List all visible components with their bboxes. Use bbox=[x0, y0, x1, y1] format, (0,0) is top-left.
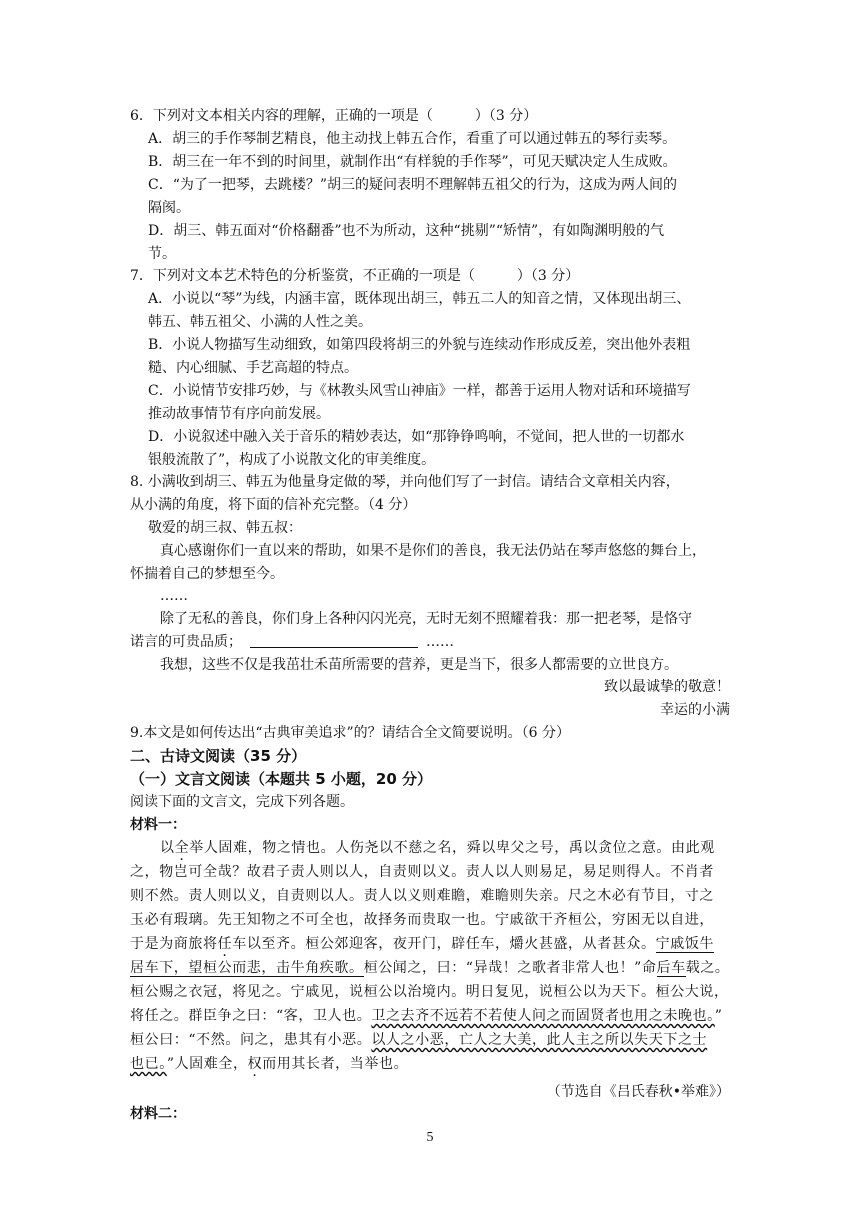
q6-option-c: C．“为了一把琴，去跳楼？”胡三的疑问表明不理解韩五祖父的行为，这成为两人间的 bbox=[148, 177, 678, 193]
dotted-word: 权 bbox=[247, 1056, 263, 1072]
text-segment: 载之。 bbox=[685, 960, 730, 976]
text-segment: 而用其长者，当举也。 bbox=[262, 1056, 409, 1072]
letter-greeting: 敬爱的胡三叔、韩五叔： bbox=[148, 520, 302, 536]
classical-text-line: 桓公赐之衣冠，将见之。宁戚见，说桓公以治境内。明日复见，说桓公以为天下。桓公大说， bbox=[130, 984, 729, 1000]
classical-text-line bbox=[160, 838, 715, 858]
text-segment: 桓公曰：“不然。问之，患其有小恶。 bbox=[130, 1032, 372, 1048]
classical-text-line: 之，物岂可全哉？故君子责人则以人，自责则以义。责人以人则易足，易足则得人。不肖者 bbox=[130, 864, 714, 880]
text-segment: 于是为商旅将 bbox=[130, 936, 218, 952]
reading-instruction: 阅读下面的文言文，完成下列各题。 bbox=[130, 794, 354, 810]
classical-text-line bbox=[130, 1054, 408, 1074]
q9-stem: 9.本文是如何传达出“古典审美追求”的？请结合全文简要说明。（6 分） bbox=[130, 725, 571, 741]
dotted-word: 全 bbox=[174, 840, 190, 856]
q7-option-c: C．小说情节安排巧妙，与《林教头风雪山神庙》一样，都善于运用人物对话和环境描写 bbox=[148, 383, 691, 399]
classical-text-line bbox=[130, 1006, 723, 1026]
wavy-underlined-sentence: 也已。 bbox=[130, 1056, 167, 1072]
q6-option-c-cont: 隔阂。 bbox=[148, 200, 190, 216]
dotted-word: 任 bbox=[217, 936, 233, 952]
q7-option-d: D．小说叙述中融入关于音乐的精妙表达，如“那铮铮鸣响，不觉间，把人世的一切都水 bbox=[148, 429, 685, 445]
underlined-word: 后车 bbox=[656, 960, 686, 976]
q7-option-b-cont: 糙、内心细腻、手艺高超的特点。 bbox=[148, 360, 358, 376]
classical-text-line bbox=[130, 934, 714, 954]
letter-paragraph-2-cont bbox=[130, 632, 454, 652]
q7-stem: 7．下列对文本艺术特色的分析鉴赏，不正确的一项是（ ）（3 分） bbox=[130, 268, 580, 284]
letter-ellipsis: …… bbox=[160, 588, 188, 604]
q8-stem: 8. 小满收到胡三、韩五为他量身定做的琴，并向他们写了一封信。请结合文章相关内容， bbox=[130, 474, 680, 490]
source-citation: （节选自《吕氏春秋•举难》） bbox=[546, 1084, 730, 1100]
q8-stem-cont: 从小满的角度，将下面的信补充完整。（4 分） bbox=[130, 497, 417, 513]
letter-paragraph-1: 真心感谢你们一直以来的帮助，如果不是你们的善良，我无法仍站在琴声悠悠的舞台上， bbox=[160, 543, 706, 559]
letter-paragraph-2-tail: …… bbox=[426, 634, 454, 650]
q6-option-b: B．胡三在一年不到的时间里，就制作出“有样貌的手作琴”，可见天赋决定人生成败。 bbox=[148, 154, 677, 170]
subsection-heading: （一）文言文阅读（本题共 5 小题，20 分） bbox=[130, 770, 432, 788]
letter-signature: 幸运的小满 bbox=[660, 702, 730, 718]
wavy-underlined-sentence: 以人之小恶，亡人之大美，此人主之所以失天下之士 bbox=[371, 1032, 708, 1048]
letter-paragraph-1-cont: 怀揣着自己的梦想至今。 bbox=[130, 566, 284, 582]
answer-blank[interactable] bbox=[250, 633, 418, 648]
text-segment: 将任之。群臣争之曰：“客，卫人也。 bbox=[130, 1008, 372, 1024]
text-segment: 以 bbox=[160, 840, 175, 856]
letter-paragraph-2-text: 诺言的可贵品质； bbox=[130, 634, 242, 650]
q7-option-b: B．小说人物描写生动细致，如第四段将胡三的外貌与连续动作形成反差，突出他外表粗 bbox=[148, 337, 691, 353]
q6-option-d: D．胡三、韩五面对“价格翻番”也不为所动，这种“挑剔”“矫情”，有如陶渊明般的气 bbox=[148, 223, 665, 239]
text-segment: 桓公闻之，曰：“异哉！之歌者非常人也！”命 bbox=[363, 960, 657, 976]
material-one-label: 材料一： bbox=[130, 817, 186, 833]
q7-option-a: A．小说以“琴”为线，内涵丰富，既体现出胡三，韩五二人的知音之情，又体现出胡三、 bbox=[148, 291, 691, 307]
text-segment: 举人固难，物之情也。人伤尧以不慈之名，舜以卑父之号，禹以贪位之意。由此观 bbox=[189, 840, 715, 856]
page-number: 5 bbox=[426, 1130, 434, 1145]
q6-option-d-cont: 节。 bbox=[148, 246, 176, 262]
letter-paragraph-3: 我想，这些不仅是我茁壮禾苗所需要的营养，更是当下，很多人都需要的立世良方。 bbox=[160, 657, 678, 673]
letter-closing: 致以最诚挚的敬意！ bbox=[604, 679, 730, 695]
classical-text-line bbox=[130, 1030, 707, 1050]
underlined-sentence: 宁戚饭牛 bbox=[655, 936, 715, 952]
material-two-label: 材料二： bbox=[130, 1106, 186, 1122]
q7-option-a-cont: 韩五、韩五祖父、小满的人性之美。 bbox=[148, 314, 372, 330]
q7-option-c-cont: 推动故事情节有序向前发展。 bbox=[148, 406, 330, 422]
q7-option-d-cont: 银般流散了”，构成了小说散文化的审美维度。 bbox=[148, 452, 436, 468]
classical-text-line: 玉必有瑕璃。先王知物之不可全也，故择务而贵取一也。宁戚欲干齐桓公，穷困无以自进， bbox=[130, 912, 714, 928]
q6-option-a: A．胡三的手作琴制艺精良，他主动找上韩五合作，看重了可以通过韩五的琴行卖琴。 bbox=[148, 131, 677, 147]
q6-stem: 6．下列对文本相关内容的理解，正确的一项是（ ）（3 分） bbox=[130, 108, 538, 124]
classical-text-line bbox=[130, 958, 730, 978]
text-segment: ”人固难全， bbox=[166, 1056, 248, 1072]
wavy-underlined-sentence: 卫之去齐不远若不若使人问之而固贤者也用之未晚也。 bbox=[371, 1008, 715, 1024]
text-segment: ” bbox=[714, 1008, 723, 1024]
underlined-sentence: 居车下，望桓公而悲，击牛角疾歌。 bbox=[130, 960, 364, 976]
section-heading: 二、古诗文阅读（35 分） bbox=[130, 747, 307, 765]
classical-text-line: 则不然。责人则以义，自责则以人。责人以义则难瞻，难瞻则失亲。尺之木必有节目，寸之 bbox=[130, 888, 714, 904]
letter-paragraph-2: 除了无私的善良，你们身上各种闪闪光亮，无时无刻不照耀着我：那一把老琴，是恪守 bbox=[160, 611, 692, 627]
text-segment: 车以至齐。桓公郊迎客，夜开门，辟任车，爝火甚盛，从者甚众。 bbox=[232, 936, 656, 952]
